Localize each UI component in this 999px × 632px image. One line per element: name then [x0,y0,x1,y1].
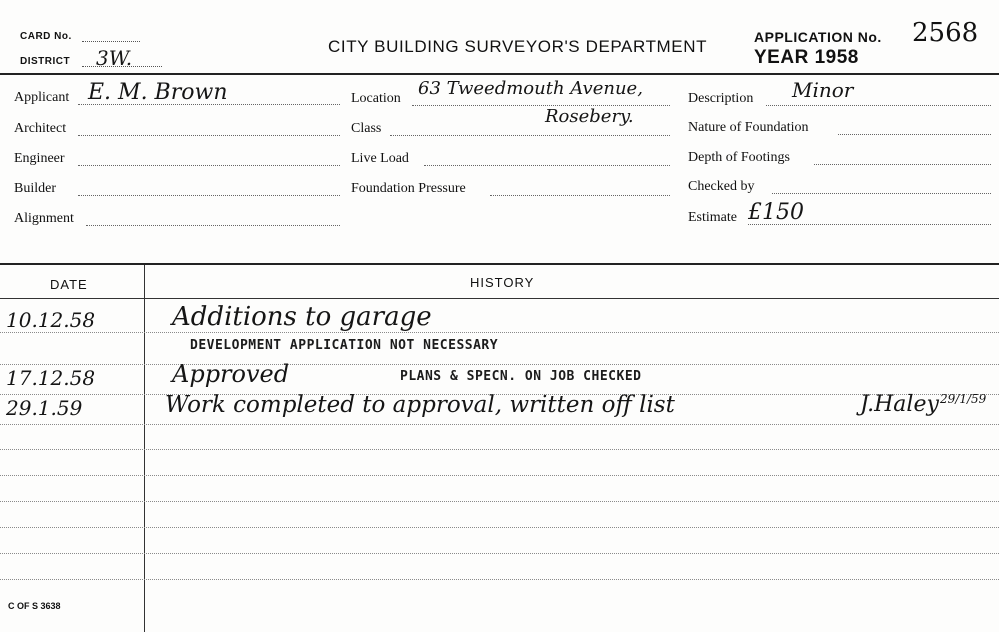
history-rule-7 [0,501,999,502]
signature-date: 29/1/59 [940,392,987,406]
applicant-value: E. M. Brown [88,80,228,105]
history-rule-5 [0,449,999,450]
history-rule-2 [0,364,999,365]
history-date-2: 17.12.58 [6,366,96,390]
builder-label: Builder [14,181,56,196]
builder-line [78,195,340,196]
header-rule [0,73,999,75]
history-date-3: 29.1.59 [6,396,83,420]
applicant-label: Applicant [14,90,70,105]
engineer-label: Engineer [14,151,65,166]
year-label: YEAR 1958 [754,47,859,68]
architect-label: Architect [14,121,67,136]
description-label: Description [688,91,754,106]
class-label: Class [351,121,382,136]
description-line [766,105,991,106]
location-label: Location [351,91,401,106]
foundation-pressure-label: Foundation Pressure [351,181,466,196]
live-load-line [424,165,670,166]
history-rule-8 [0,527,999,528]
history-text-2: Approved [172,360,290,388]
history-date-1: 10.12.58 [6,308,96,332]
history-header-rule [0,298,999,299]
foundation-pressure-line [490,195,670,196]
date-header: DATE [50,277,88,292]
department-title: CITY BUILDING SURVEYOR'S DEPARTMENT [328,37,708,56]
history-rule-4 [0,424,999,425]
history-text-3: Work completed to approval, written off list [165,392,675,418]
engineer-line [78,165,340,166]
district-label: DISTRICT [20,56,71,67]
nature-of-foundation-line [838,134,991,135]
nature-of-foundation-label: Nature of Foundation [688,120,809,135]
location-value-1: 63 Tweedmouth Avenue, [418,78,643,99]
location-value-2: Rosebery. [545,106,634,127]
history-stamp-1: DEVELOPMENT APPLICATION NOT NECESSARY [190,338,499,353]
application-no-label: APPLICATION No. [754,29,882,45]
history-rule-10 [0,579,999,580]
signature: J.Haley [860,392,939,417]
alignment-label: Alignment [14,211,74,226]
history-rule-1 [0,332,999,333]
architect-line [78,135,340,136]
checked-by-line [772,193,991,194]
card-no-label: CARD No. [20,31,72,42]
class-line [390,135,670,136]
estimate-value: £150 [748,200,804,225]
checked-by-label: Checked by [688,179,755,194]
depth-of-footings-line [814,164,991,165]
history-header: HISTORY [470,275,535,290]
history-rule-9 [0,553,999,554]
card-no-line [82,41,140,42]
district-value: 3W. [96,46,133,70]
estimate-label: Estimate [688,210,737,225]
history-rule-6 [0,475,999,476]
form-number: C OF S 3638 [8,601,61,611]
live-load-label: Live Load [351,151,409,166]
history-text-1: Additions to garage [172,302,432,332]
application-no: 2568 [912,18,979,48]
description-value: Minor [792,78,854,102]
alignment-line [86,225,340,226]
history-stamp-2: PLANS & SPECN. ON JOB CHECKED [400,369,642,384]
history-top-rule [0,263,999,265]
depth-of-footings-label: Depth of Footings [688,150,790,165]
